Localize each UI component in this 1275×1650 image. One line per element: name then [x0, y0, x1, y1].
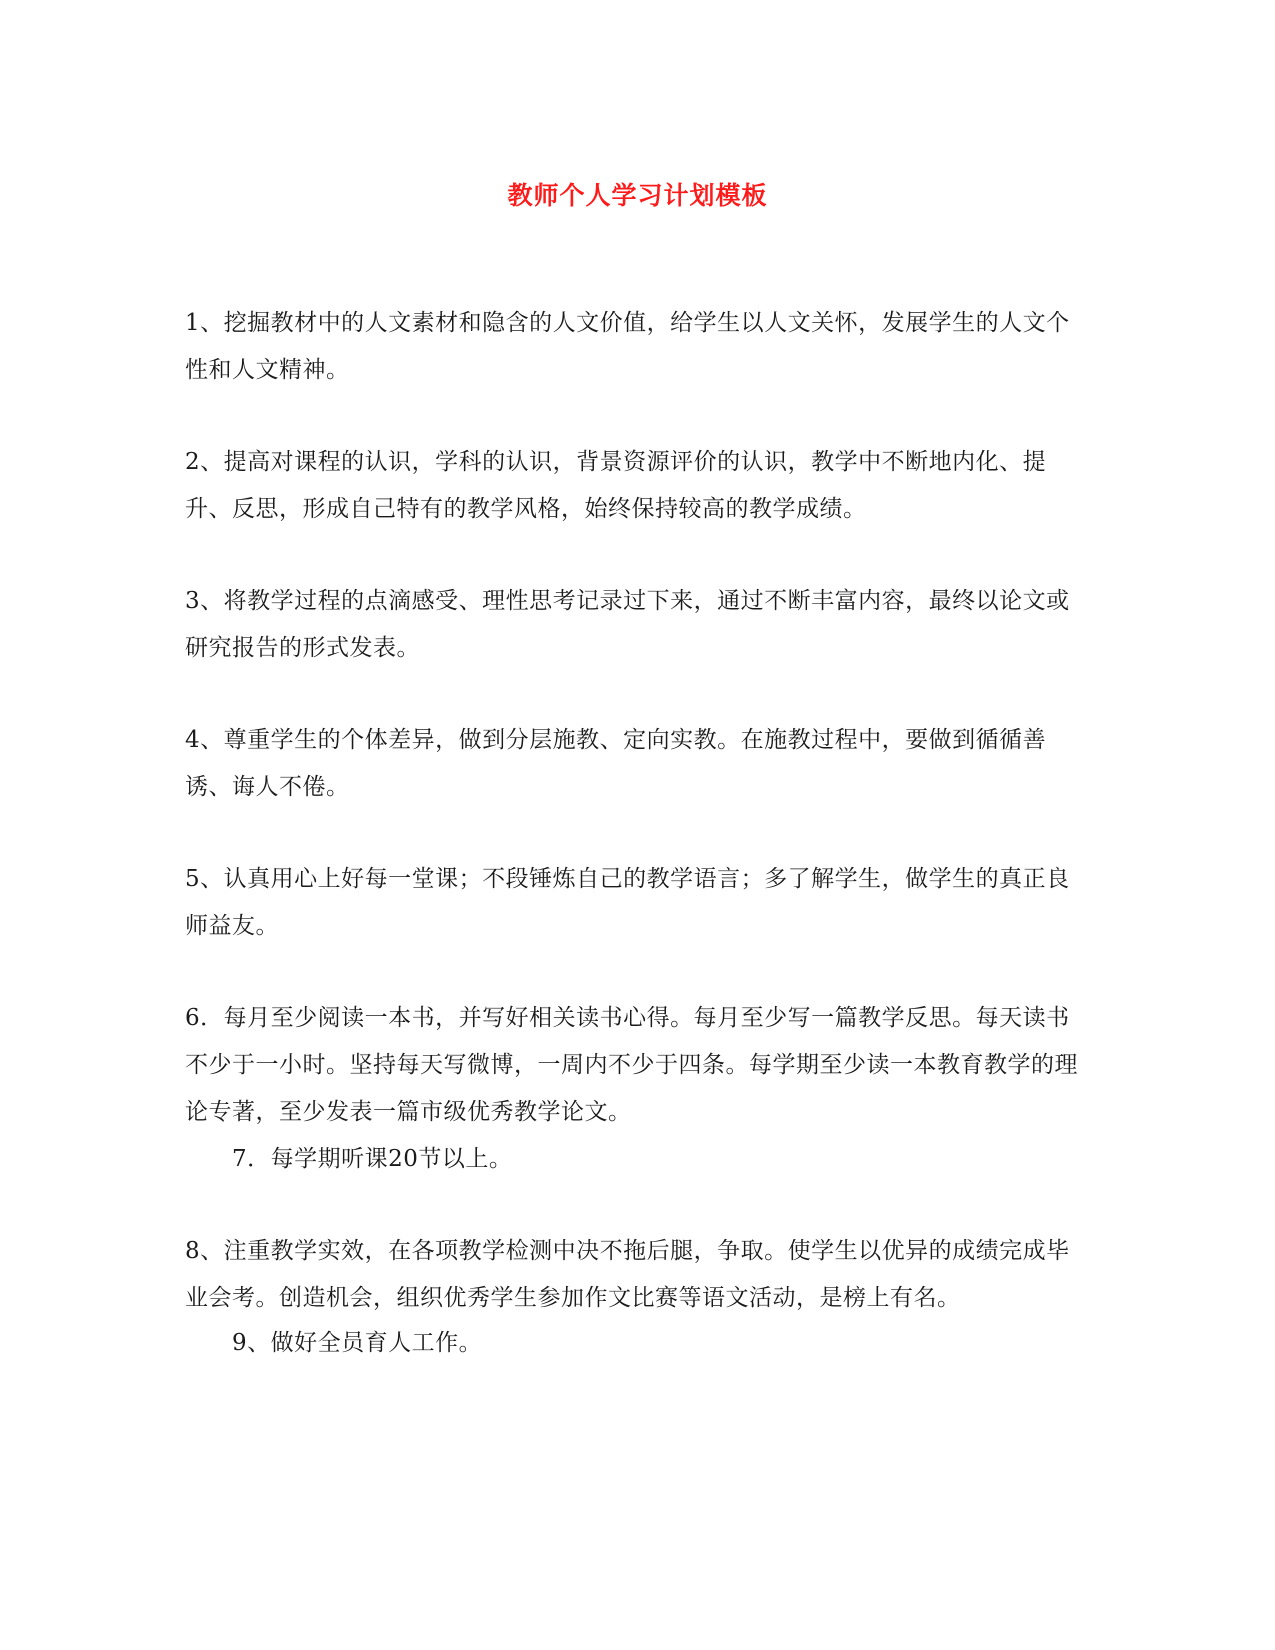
paragraph-9: 9、做好全员育人工作。: [232, 1330, 483, 1356]
paragraph-2: 2、提高对课程的认识，学科的认识，背景资源评价的认识，教学中不断地内化、提升、反思，形成自己特有的教学风格，始终保持较高的教学成绩。: [185, 449, 1047, 522]
paragraph-6: 6．每月至少阅读一本书，并写好相关读书心得。每月至少写一篇教学反思。每天读书不少于一小时。坚持每天写微博，一周内不少于四条。每学期至少读一本教育教学的理论专著，至少发表一篇市级优秀教学论文。: [185, 1005, 1078, 1125]
paragraph-5: 5、认真用心上好每一堂课；不段锤炼自己的教学语言；多了解学生，做学生的真正良师益友。: [185, 866, 1070, 939]
document-title: 教师个人学习计划模板: [507, 181, 768, 210]
paragraph-8: 8、注重教学实效，在各项教学检测中决不拖后腿，争取。使学生以优异的成绩完成毕业会考。创造机会，组织优秀学生参加作文比赛等语文活动，是榜上有名。: [185, 1238, 1070, 1311]
paragraph-4: 4、尊重学生的个体差异，做到分层施教、定向实教。在施教过程中，要做到循循善诱、诲人不倦。: [185, 727, 1047, 800]
paragraph-7: 7．每学期听课20节以上。: [232, 1146, 513, 1172]
paragraph-1: 1、挖掘教材中的人文素材和隐含的人文价值，给学生以人文关怀，发展学生的人文个性和人文精神。: [185, 310, 1070, 383]
paragraph-3: 3、将教学过程的点滴感受、理性思考记录过下来，通过不断丰富内容，最终以论文或研究报告的形式发表。: [185, 588, 1070, 661]
